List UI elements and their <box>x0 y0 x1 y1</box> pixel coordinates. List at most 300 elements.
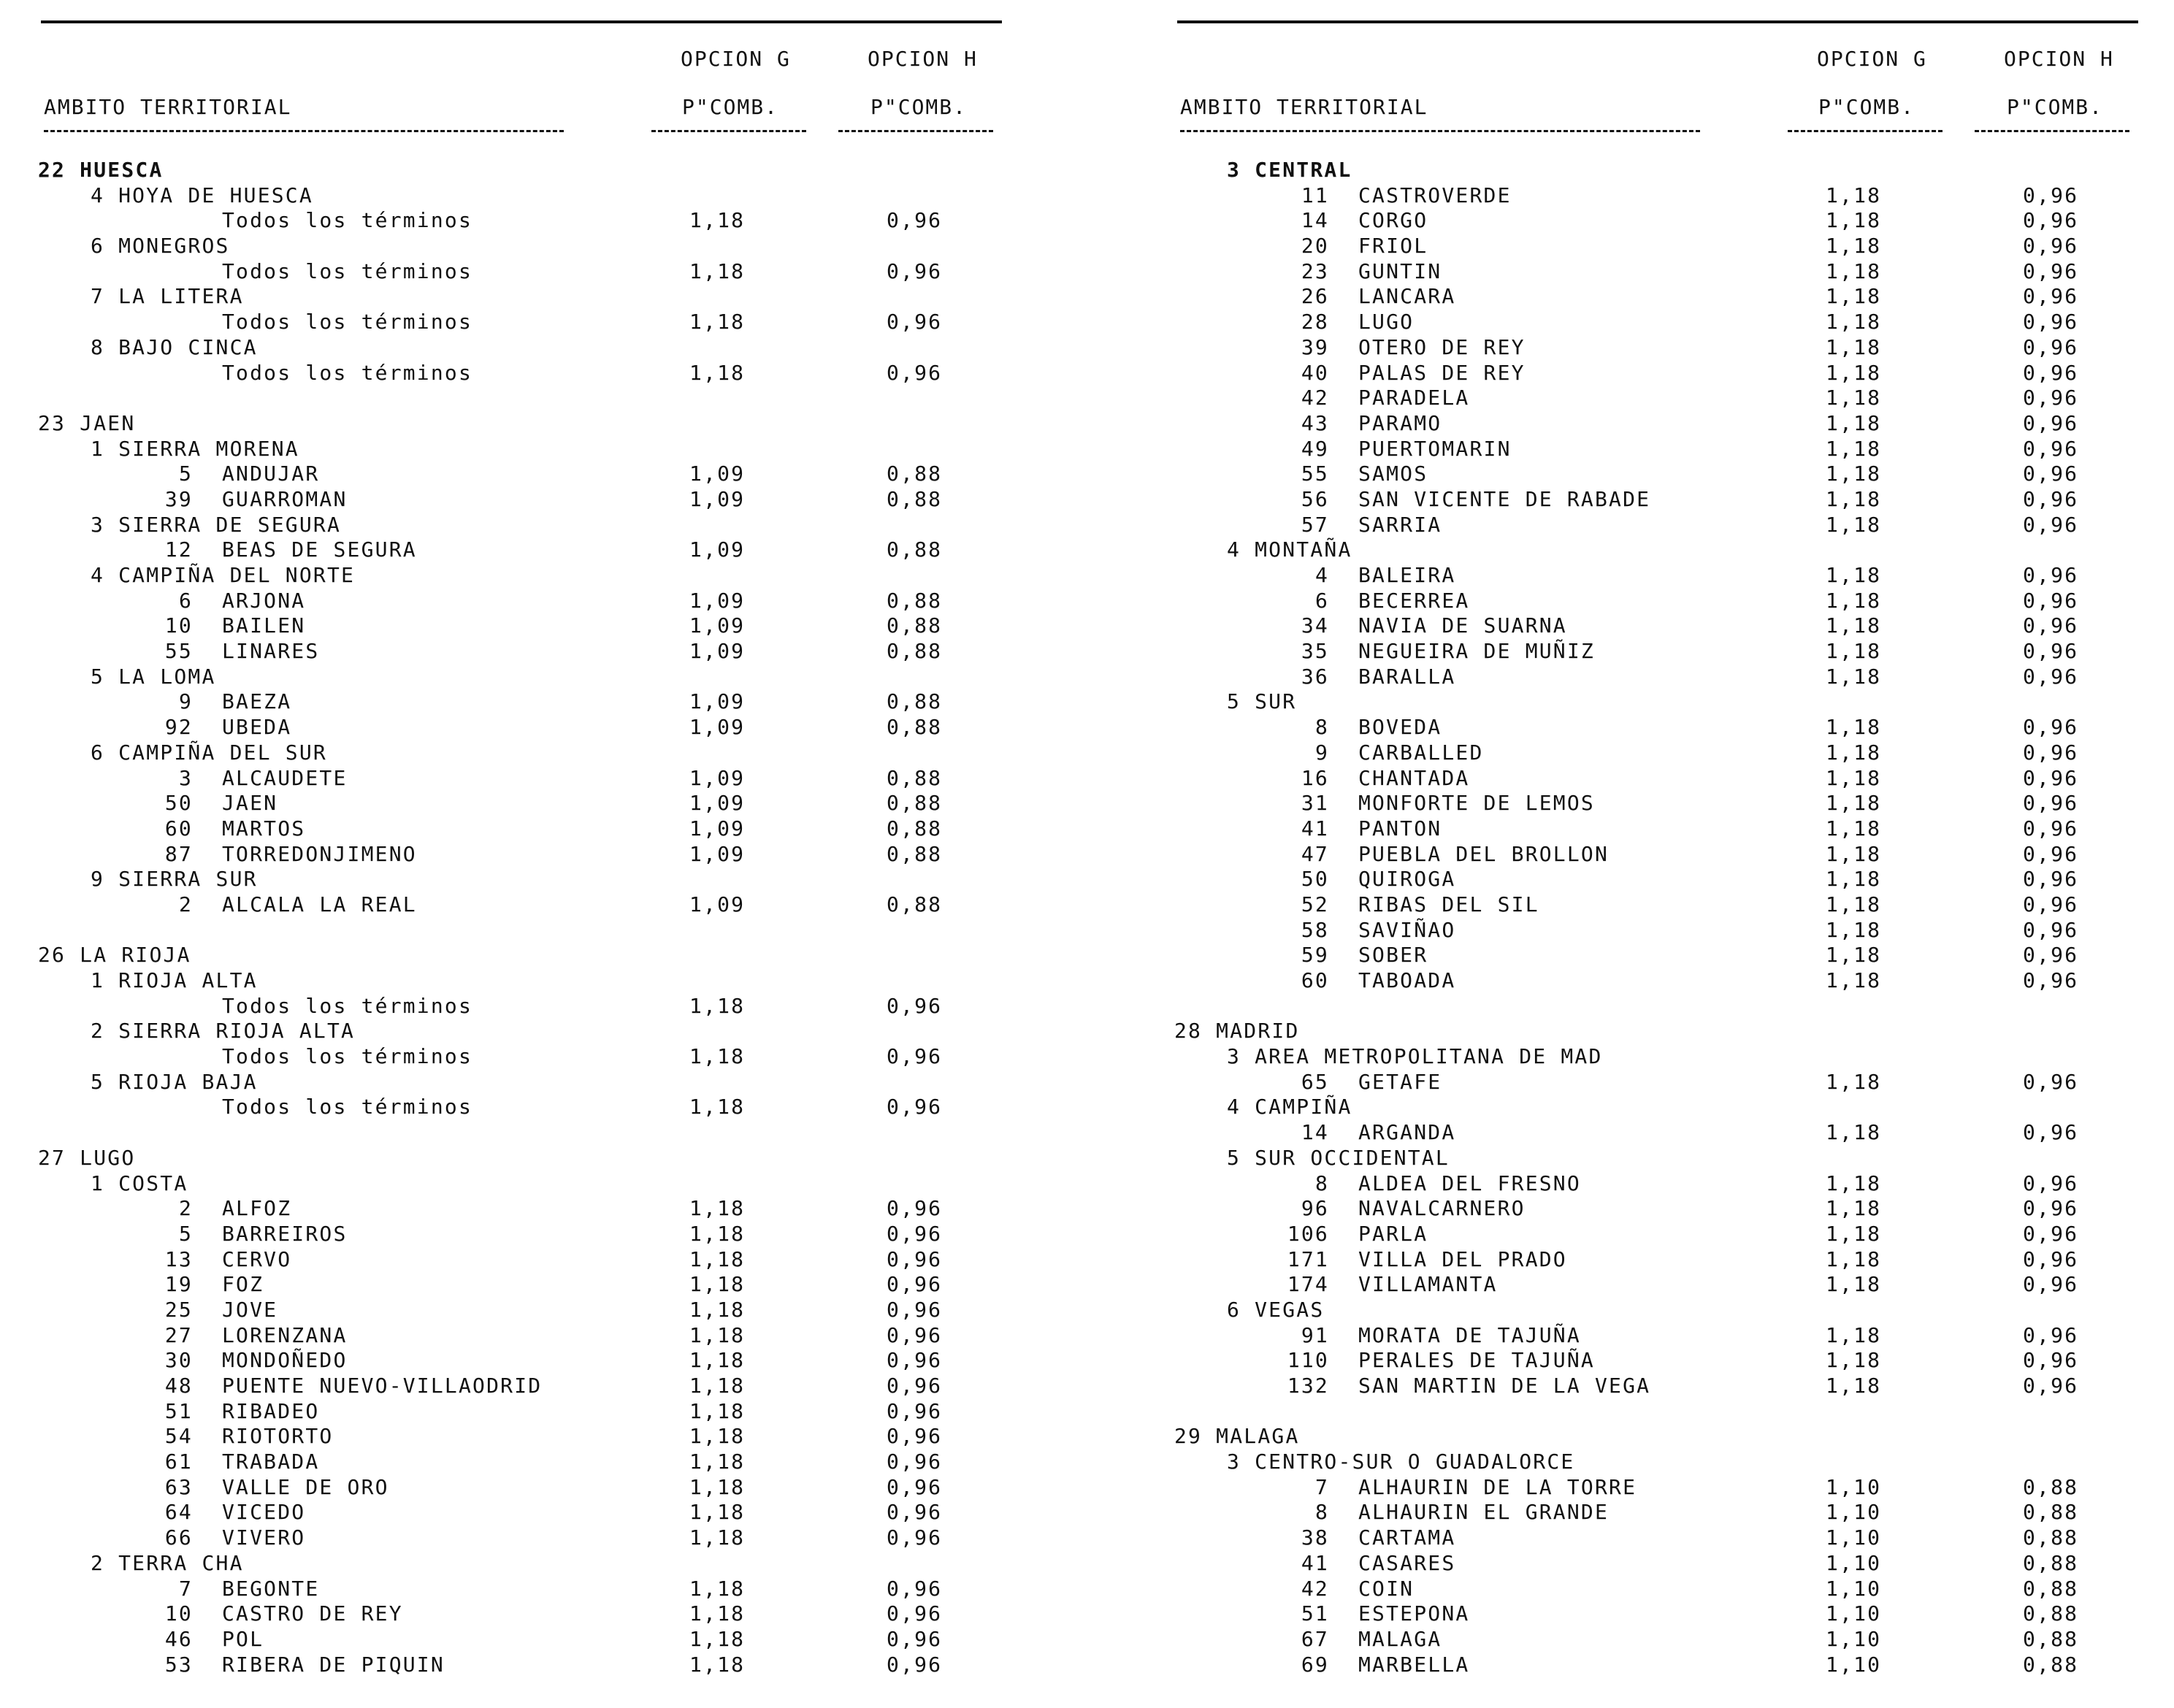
table-row <box>1168 183 2147 209</box>
municipality-name: SOBER <box>1358 943 1428 968</box>
value-opcion-h: 0,96 <box>2023 765 2079 790</box>
comarca-label: 4 CAMPIÑA <box>1227 1095 1352 1119</box>
header-opcion-h: OPCION H <box>868 47 978 71</box>
value-opcion-g: 1,18 <box>1826 917 1882 942</box>
table-row <box>1168 487 2147 513</box>
table-row <box>32 816 1011 842</box>
value-opcion-g: 1,18 <box>689 1095 746 1119</box>
municipality-code: 2 <box>178 892 193 916</box>
table-row <box>1168 816 2147 842</box>
municipality-name: BECERREA <box>1358 588 1470 613</box>
value-opcion-g: 1,10 <box>1826 1500 1882 1525</box>
spacer <box>1168 1399 2147 1425</box>
municipality-code: 171 <box>1287 1246 1329 1271</box>
comarca-label: 3 CENTRAL <box>1227 158 1352 182</box>
municipality-name: SAVIÑAO <box>1358 917 1456 942</box>
municipality-code: 110 <box>1287 1348 1329 1373</box>
value-opcion-g: 1,18 <box>1826 1069 1882 1094</box>
municipality-code: 12 <box>164 537 193 562</box>
municipality-code: 39 <box>1301 334 1329 359</box>
value-opcion-g: 1,18 <box>689 1221 746 1246</box>
comarca-row <box>32 1171 1011 1197</box>
municipality-name: COIN <box>1358 1576 1415 1601</box>
value-opcion-h: 0,96 <box>887 360 943 385</box>
value-opcion-g: 1,18 <box>689 1601 746 1626</box>
value-opcion-h: 0,96 <box>887 1246 943 1271</box>
municipality-code: 14 <box>1301 208 1329 233</box>
table-row <box>1168 1500 2147 1525</box>
value-opcion-g: 1,18 <box>1826 1171 1882 1195</box>
value-opcion-h: 0,96 <box>2023 436 2079 461</box>
value-opcion-h: 0,96 <box>887 310 943 334</box>
value-opcion-h: 0,96 <box>887 1044 943 1069</box>
header-dash-g <box>1788 130 1943 132</box>
comarca-label: 6 CAMPIÑA DEL SUR <box>91 740 327 765</box>
value-opcion-g: 1,10 <box>1826 1474 1882 1499</box>
header-opcion-h: OPCION H <box>2004 47 2114 71</box>
value-opcion-g: 1,09 <box>689 841 746 866</box>
value-opcion-g: 1,09 <box>689 486 746 511</box>
comarca-row <box>32 437 1011 462</box>
value-opcion-h: 0,96 <box>887 1398 943 1423</box>
value-opcion-g: 1,18 <box>1826 1196 1882 1221</box>
table-row <box>32 766 1011 792</box>
municipality-code: 7 <box>1314 1474 1329 1499</box>
header-dash-h <box>1975 130 2129 132</box>
municipality-name: ARJONA <box>222 588 306 613</box>
value-opcion-g: 1,10 <box>1826 1576 1882 1601</box>
municipality-code: 63 <box>164 1474 193 1499</box>
municipality-name: BOVEDA <box>1358 715 1442 740</box>
value-opcion-h: 0,88 <box>2023 1601 2079 1626</box>
table-body <box>32 158 1011 1677</box>
table-row <box>1168 1348 2147 1374</box>
value-opcion-g: 1,18 <box>689 1652 746 1677</box>
comarca-label: 8 BAJO CINCA <box>91 334 258 359</box>
municipality-code: 92 <box>164 715 193 740</box>
value-opcion-h: 0,88 <box>887 791 943 816</box>
municipality-code: 13 <box>164 1246 193 1271</box>
header-pcomb-h: P"COMB. <box>870 95 968 119</box>
table-row <box>1168 791 2147 816</box>
municipality-name: ALDEA DEL FRESNO <box>1358 1171 1581 1195</box>
table-row <box>1168 1171 2147 1197</box>
table-row <box>1168 208 2147 234</box>
value-opcion-h: 0,96 <box>2023 512 2079 537</box>
table-row <box>1168 1551 2147 1577</box>
province-row <box>32 411 1011 437</box>
municipality-name: CASTRO DE REY <box>222 1601 403 1626</box>
table-row <box>32 208 1011 234</box>
value-opcion-h: 0,96 <box>887 208 943 233</box>
value-opcion-h: 0,96 <box>2023 284 2079 309</box>
value-opcion-h: 0,88 <box>887 613 943 638</box>
table-row <box>32 1323 1011 1349</box>
municipality-name: Todos los términos <box>222 310 473 334</box>
comarca-label: 4 MONTAÑA <box>1227 537 1352 562</box>
value-opcion-h: 0,96 <box>887 1322 943 1347</box>
value-opcion-h: 0,96 <box>2023 1322 2079 1347</box>
value-opcion-h: 0,88 <box>2023 1576 2079 1601</box>
value-opcion-g: 1,18 <box>689 1196 746 1221</box>
table-row <box>1168 1120 2147 1146</box>
municipality-name: NAVIA DE SUARNA <box>1358 613 1567 638</box>
value-opcion-g: 1,18 <box>1826 1348 1882 1373</box>
municipality-code: 38 <box>1301 1525 1329 1550</box>
value-opcion-g: 1,09 <box>689 765 746 790</box>
municipality-name: Todos los términos <box>222 208 473 233</box>
value-opcion-h: 0,96 <box>887 993 943 1018</box>
municipality-code: 35 <box>1301 639 1329 664</box>
municipality-code: 96 <box>1301 1196 1329 1221</box>
table-row <box>32 310 1011 335</box>
municipality-name: RIOTORTO <box>222 1424 334 1449</box>
value-opcion-h: 0,88 <box>887 639 943 664</box>
municipality-name: Todos los términos <box>222 1095 473 1119</box>
municipality-code: 59 <box>1301 943 1329 968</box>
comarca-label: 2 TERRA CHA <box>91 1550 244 1575</box>
municipality-code: 52 <box>1301 892 1329 916</box>
municipality-name: PERALES DE TAJUÑA <box>1358 1348 1595 1373</box>
comarca-row <box>1168 1044 2147 1070</box>
municipality-code: 41 <box>1301 1550 1329 1575</box>
municipality-code: 14 <box>1301 1120 1329 1145</box>
municipality-name: MALAGA <box>1358 1626 1442 1651</box>
table-row <box>1168 943 2147 968</box>
province-label: 27 LUGO <box>38 1145 136 1170</box>
value-opcion-g: 1,18 <box>689 259 746 283</box>
municipality-code: 106 <box>1287 1221 1329 1246</box>
value-opcion-g: 1,09 <box>689 816 746 840</box>
province-row <box>32 1146 1011 1171</box>
municipality-name: MARTOS <box>222 816 306 840</box>
top-rule <box>41 20 1002 23</box>
table-row <box>1168 867 2147 892</box>
header-pcomb-g: P"COMB. <box>682 95 779 119</box>
table-row <box>1168 1323 2147 1349</box>
table-row <box>1168 386 2147 411</box>
comarca-label: 6 MONEGROS <box>91 234 230 259</box>
municipality-name: ARGANDA <box>1358 1120 1456 1145</box>
municipality-name: MONFORTE DE LEMOS <box>1358 791 1595 816</box>
municipality-name: ESTEPONA <box>1358 1601 1470 1626</box>
value-opcion-h: 0,96 <box>2023 740 2079 765</box>
value-opcion-g: 1,18 <box>1826 284 1882 309</box>
comarca-row <box>32 1019 1011 1044</box>
value-opcion-g: 1,18 <box>689 1398 746 1423</box>
table-row <box>1168 766 2147 792</box>
value-opcion-g: 1,18 <box>1826 715 1882 740</box>
table-row <box>1168 842 2147 868</box>
value-opcion-h: 0,96 <box>2023 588 2079 613</box>
value-opcion-g: 1,18 <box>689 1374 746 1398</box>
value-opcion-g: 1,18 <box>689 1246 746 1271</box>
value-opcion-h: 0,96 <box>2023 462 2079 486</box>
municipality-code: 66 <box>164 1525 193 1550</box>
municipality-name: TORREDONJIMENO <box>222 841 417 866</box>
value-opcion-h: 0,96 <box>2023 1171 2079 1195</box>
comarca-row <box>1168 537 2147 563</box>
comarca-label: 5 LA LOMA <box>91 664 216 689</box>
municipality-code: 4 <box>1314 563 1329 587</box>
header-ambito: AMBITO TERRITORIAL <box>1180 95 1428 119</box>
value-opcion-h: 0,96 <box>2023 1348 2079 1373</box>
value-opcion-h: 0,88 <box>887 715 943 740</box>
table-row <box>1168 1525 2147 1551</box>
table-row <box>1168 513 2147 538</box>
value-opcion-g: 1,18 <box>1826 841 1882 866</box>
table-row <box>32 842 1011 868</box>
province-label: 29 MALAGA <box>1174 1424 1300 1449</box>
table-row <box>1168 1222 2147 1247</box>
comarca-row <box>32 968 1011 994</box>
value-opcion-h: 0,96 <box>2023 791 2079 816</box>
value-opcion-h: 0,96 <box>2023 486 2079 511</box>
table-row <box>32 892 1011 918</box>
municipality-code: 174 <box>1287 1272 1329 1297</box>
value-opcion-g: 1,09 <box>689 613 746 638</box>
comarca-label: 1 COSTA <box>91 1171 188 1195</box>
municipality-name: VILLAMANTA <box>1358 1272 1498 1297</box>
table-row <box>32 613 1011 639</box>
table-row <box>1168 1196 2147 1222</box>
value-opcion-h: 0,96 <box>887 1196 943 1221</box>
municipality-code: 56 <box>1301 486 1329 511</box>
table-row <box>32 1044 1011 1070</box>
municipality-name: ALFOZ <box>222 1196 292 1221</box>
table-row <box>1168 1577 2147 1602</box>
municipality-code: 28 <box>1301 310 1329 334</box>
value-opcion-h: 0,88 <box>2023 1626 2079 1651</box>
table-row <box>32 1601 1011 1627</box>
municipality-name: ALCALA LA REAL <box>222 892 417 916</box>
comarca-row <box>32 867 1011 892</box>
municipality-name: CHANTADA <box>1358 765 1470 790</box>
table-row <box>1168 892 2147 918</box>
municipality-name: LANCARA <box>1358 284 1456 309</box>
table-row <box>32 487 1011 513</box>
table-row <box>32 1577 1011 1602</box>
value-opcion-g: 1,18 <box>689 1348 746 1373</box>
value-opcion-h: 0,96 <box>2023 841 2079 866</box>
value-opcion-g: 1,18 <box>689 1525 746 1550</box>
value-opcion-h: 0,88 <box>887 892 943 916</box>
value-opcion-h: 0,96 <box>2023 386 2079 410</box>
municipality-code: 6 <box>1314 588 1329 613</box>
municipality-code: 55 <box>164 639 193 664</box>
spacer <box>32 386 1011 411</box>
municipality-name: CARTAMA <box>1358 1525 1456 1550</box>
municipality-code: 8 <box>1314 1500 1329 1525</box>
value-opcion-g: 1,09 <box>689 537 746 562</box>
table-row <box>32 1475 1011 1501</box>
municipality-name: UBEDA <box>222 715 292 740</box>
value-opcion-h: 0,96 <box>887 1474 943 1499</box>
comarca-row <box>1168 689 2147 715</box>
value-opcion-h: 0,96 <box>2023 563 2079 587</box>
value-opcion-h: 0,96 <box>2023 310 2079 334</box>
comarca-row <box>32 183 1011 209</box>
header-opcion-g: OPCION G <box>1817 47 1927 71</box>
municipality-code: 60 <box>164 816 193 840</box>
municipality-name: CASTROVERDE <box>1358 183 1512 207</box>
table-row <box>1168 918 2147 943</box>
municipality-name: LINARES <box>222 639 320 664</box>
municipality-code: 50 <box>1301 867 1329 892</box>
table-row <box>32 537 1011 563</box>
value-opcion-g: 1,18 <box>689 1576 746 1601</box>
value-opcion-g: 1,18 <box>689 1272 746 1297</box>
value-opcion-h: 0,96 <box>2023 943 2079 968</box>
comarca-row <box>32 665 1011 690</box>
value-opcion-h: 0,88 <box>887 689 943 714</box>
value-opcion-h: 0,96 <box>2023 664 2079 689</box>
municipality-code: 5 <box>178 462 193 486</box>
municipality-code: 23 <box>1301 259 1329 283</box>
comarca-label: 9 SIERRA SUR <box>91 867 258 892</box>
value-opcion-g: 1,18 <box>1826 334 1882 359</box>
value-opcion-g: 1,18 <box>1826 183 1882 207</box>
municipality-name: ALHAURIN EL GRANDE <box>1358 1500 1610 1525</box>
value-opcion-g: 1,18 <box>689 1500 746 1525</box>
municipality-code: 69 <box>1301 1652 1329 1677</box>
municipality-name: JAEN <box>222 791 278 816</box>
municipality-name: CORGO <box>1358 208 1428 233</box>
value-opcion-g: 1,18 <box>1826 639 1882 664</box>
table-row <box>1168 1272 2147 1298</box>
value-opcion-h: 0,96 <box>887 1348 943 1373</box>
value-opcion-g: 1,18 <box>1826 436 1882 461</box>
table-row <box>32 791 1011 816</box>
value-opcion-h: 0,96 <box>887 1449 943 1474</box>
value-opcion-g: 1,18 <box>689 1297 746 1322</box>
municipality-code: 9 <box>178 689 193 714</box>
municipality-name: ALHAURIN DE LA TORRE <box>1358 1474 1637 1499</box>
value-opcion-g: 1,18 <box>689 1322 746 1347</box>
table-row <box>1168 1601 2147 1627</box>
value-opcion-h: 0,96 <box>887 1525 943 1550</box>
comarca-row <box>32 335 1011 361</box>
municipality-name: RIBERA DE PIQUIN <box>222 1652 445 1677</box>
municipality-code: 64 <box>164 1500 193 1525</box>
table-row <box>32 639 1011 665</box>
value-opcion-g: 1,18 <box>1826 664 1882 689</box>
table-row <box>1168 715 2147 740</box>
municipality-name: RIBADEO <box>222 1398 320 1423</box>
value-opcion-h: 0,96 <box>2023 183 2079 207</box>
value-opcion-g: 1,09 <box>689 791 746 816</box>
province-label: 26 LA RIOJA <box>38 943 191 968</box>
municipality-code: 10 <box>164 613 193 638</box>
value-opcion-g: 1,18 <box>1826 360 1882 385</box>
municipality-name: BEGONTE <box>222 1576 320 1601</box>
value-opcion-h: 0,88 <box>2023 1474 2079 1499</box>
value-opcion-h: 0,96 <box>887 1297 943 1322</box>
municipality-code: 49 <box>1301 436 1329 461</box>
comarca-row <box>32 513 1011 538</box>
header-ambito: AMBITO TERRITORIAL <box>44 95 292 119</box>
municipality-code: 54 <box>164 1424 193 1449</box>
value-opcion-h: 0,96 <box>2023 892 2079 916</box>
comarca-row <box>1168 158 2147 183</box>
municipality-code: 3 <box>178 765 193 790</box>
municipality-name: ANDUJAR <box>222 462 320 486</box>
value-opcion-h: 0,96 <box>2023 715 2079 740</box>
municipality-code: 26 <box>1301 284 1329 309</box>
top-rule <box>1177 20 2138 23</box>
municipality-name: LUGO <box>1358 310 1415 334</box>
table-row <box>1168 437 2147 462</box>
spacer <box>1168 994 2147 1019</box>
municipality-code: 50 <box>164 791 193 816</box>
table-row <box>1168 335 2147 361</box>
table-row <box>1168 1247 2147 1273</box>
value-opcion-h: 0,96 <box>887 1272 943 1297</box>
municipality-name: SAMOS <box>1358 462 1428 486</box>
comarca-label: 1 RIOJA ALTA <box>91 968 258 992</box>
municipality-code: 53 <box>164 1652 193 1677</box>
comarca-row <box>1168 1146 2147 1171</box>
municipality-code: 60 <box>1301 968 1329 992</box>
municipality-code: 42 <box>1301 1576 1329 1601</box>
municipality-code: 31 <box>1301 791 1329 816</box>
municipality-code: 10 <box>164 1601 193 1626</box>
municipality-name: FRIOL <box>1358 234 1428 259</box>
value-opcion-g: 1,18 <box>1826 462 1882 486</box>
comarca-label: 4 CAMPIÑA DEL NORTE <box>91 563 356 587</box>
municipality-name: MARBELLA <box>1358 1652 1470 1677</box>
header-dash-g <box>651 130 806 132</box>
value-opcion-h: 0,96 <box>887 1601 943 1626</box>
table-row <box>32 1653 1011 1678</box>
value-opcion-h: 0,96 <box>2023 816 2079 840</box>
table-row <box>32 689 1011 715</box>
value-opcion-h: 0,88 <box>2023 1550 2079 1575</box>
value-opcion-g: 1,10 <box>1826 1652 1882 1677</box>
table-row <box>32 259 1011 285</box>
value-opcion-g: 1,18 <box>1826 512 1882 537</box>
table-row <box>32 1399 1011 1425</box>
comarca-row <box>1168 1298 2147 1323</box>
municipality-code: 40 <box>1301 360 1329 385</box>
table-row <box>1168 968 2147 994</box>
value-opcion-h: 0,88 <box>887 486 943 511</box>
municipality-name: RIBAS DEL SIL <box>1358 892 1539 916</box>
municipality-code: 7 <box>178 1576 193 1601</box>
comarca-label: 4 HOYA DE HUESCA <box>91 183 313 207</box>
table-row <box>32 1348 1011 1374</box>
table-row <box>1168 1627 2147 1653</box>
header-dash-ambito <box>1180 130 1700 132</box>
value-opcion-g: 1,09 <box>689 689 746 714</box>
value-opcion-h: 0,96 <box>887 1374 943 1398</box>
value-opcion-h: 0,88 <box>887 462 943 486</box>
municipality-name: VICEDO <box>222 1500 306 1525</box>
table-row <box>32 1196 1011 1222</box>
value-opcion-g: 1,18 <box>689 1044 746 1069</box>
table-row <box>32 1449 1011 1475</box>
comarca-row <box>32 1070 1011 1095</box>
municipality-name: GUARROMAN <box>222 486 348 511</box>
table-row <box>32 1298 1011 1323</box>
table-row <box>32 715 1011 740</box>
municipality-name: QUIROGA <box>1358 867 1456 892</box>
value-opcion-h: 0,88 <box>2023 1500 2079 1525</box>
value-opcion-h: 0,96 <box>887 1652 943 1677</box>
value-opcion-h: 0,96 <box>887 1095 943 1119</box>
municipality-name: POL <box>222 1626 264 1651</box>
municipality-name: MONDOÑEDO <box>222 1348 348 1373</box>
